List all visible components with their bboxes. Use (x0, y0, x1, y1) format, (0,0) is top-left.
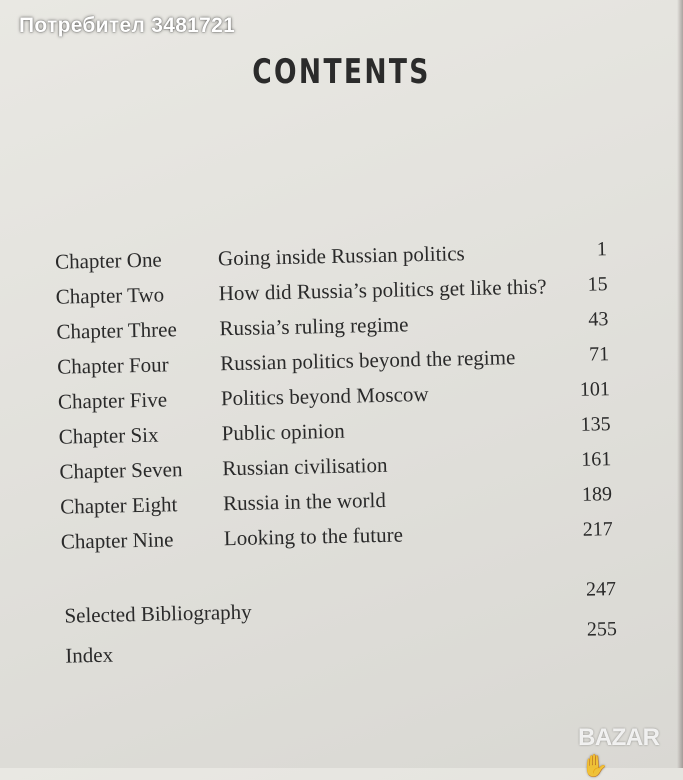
page-number: 255 (586, 618, 618, 641)
toc-row (60, 483, 613, 525)
chapter-title: Public opinion (221, 418, 345, 446)
chapter-title: Russia in the world (222, 487, 387, 516)
page-number: 101 (579, 378, 611, 401)
chapter-label: Chapter Nine (60, 527, 174, 554)
user-watermark: Потребител 3481721 (19, 14, 236, 37)
toc-back-matter-row (65, 618, 618, 674)
toc-row (61, 518, 614, 560)
toc-row (59, 448, 612, 490)
page-number: 71 (588, 343, 610, 366)
chapter-label: Chapter Four (56, 352, 169, 379)
page-number: 161 (581, 448, 612, 471)
chapter-label: Chapter Five (57, 387, 168, 414)
chapter-label: Chapter Two (55, 282, 165, 309)
toc-row (56, 308, 609, 350)
chapter-title: Russian politics beyond the regime (219, 345, 516, 376)
page-number: 135 (580, 413, 611, 436)
chapter-title: Going inside Russian politics (217, 241, 465, 271)
back-matter-title: Index (65, 642, 114, 668)
page-number: 247 (585, 578, 617, 601)
chapter-label: Chapter Eight (59, 492, 178, 519)
chapter-label: Chapter Six (58, 422, 159, 449)
page-number: 43 (588, 308, 609, 331)
toc-row (55, 238, 608, 280)
chapter-label: Chapter One (54, 247, 162, 274)
hand-icon: ✋ (581, 753, 608, 778)
back-matter-title: Selected Bibliography (64, 599, 252, 628)
logo-text: BAZAR (578, 724, 660, 751)
toc-row (57, 343, 610, 385)
chapter-title: How did Russia’s politics get like this? (218, 274, 547, 306)
toc-row (56, 273, 609, 315)
page-number: 1 (596, 238, 608, 261)
toc-row (58, 378, 611, 420)
toc-row (58, 413, 611, 455)
toc-back-matter-row (64, 578, 617, 634)
chapter-title: Russian civilisation (222, 452, 388, 481)
chapter-title: Russia’s ruling regime (219, 312, 409, 341)
page-edge-shadow (677, 0, 683, 768)
chapter-title: Looking to the future (223, 522, 404, 551)
page-number: 217 (582, 518, 613, 541)
chapter-label: Chapter Three (56, 317, 178, 344)
chapter-title: Politics beyond Moscow (220, 381, 429, 411)
page-title: CONTENTS (252, 52, 431, 92)
page-number: 189 (581, 483, 613, 506)
chapter-label: Chapter Seven (59, 457, 183, 484)
bazar-logo (578, 724, 683, 780)
page-number: 15 (587, 273, 608, 296)
